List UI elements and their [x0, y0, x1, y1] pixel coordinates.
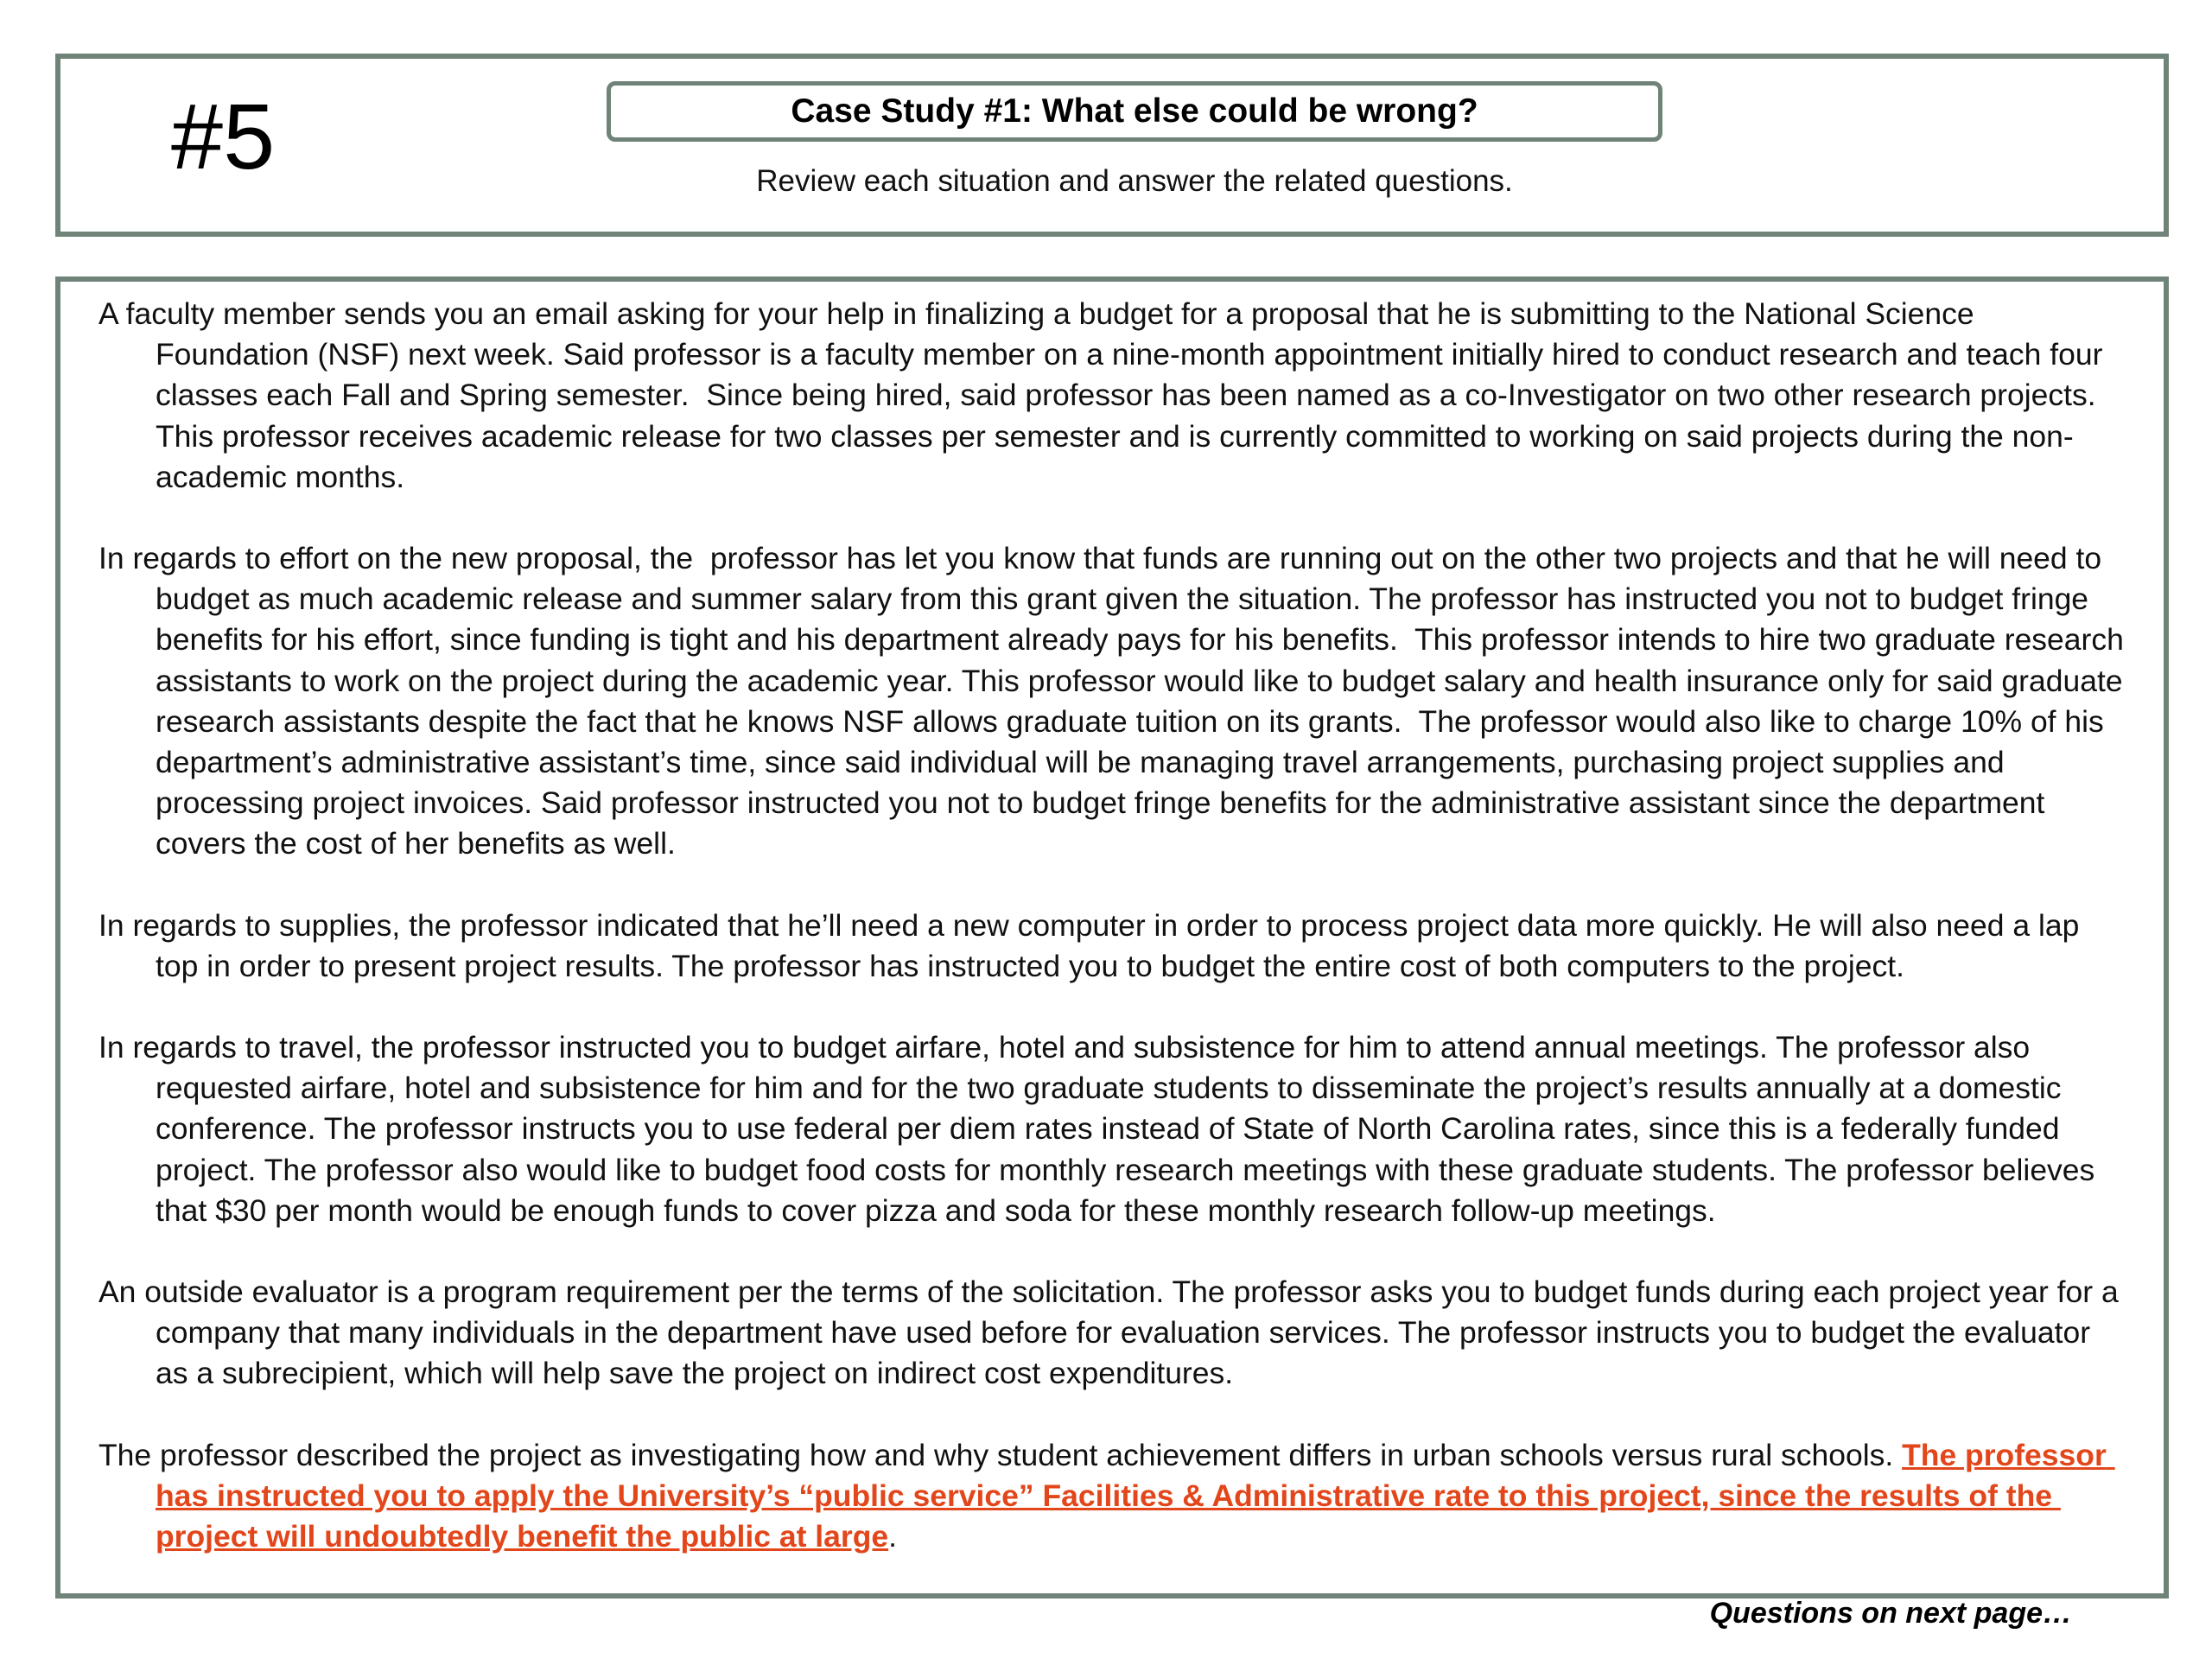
- paragraph-supplies: In regards to supplies, the professor indicated that he’ll need a new computer in order to process project data more quickly. He will also need a lap top in order to present project results. The professor has instructed you to budget the entire cost of both computers to the project.: [99, 907, 2088, 983]
- paragraph-facilities-rate: [99, 1435, 2129, 1558]
- header-box: [55, 54, 2169, 237]
- paragraph-effort: In regards to effort on the new proposal, the professor has let you know that funds are running out on the other two projects and that he will need to budget as much academic release and summer salary from this grant given the situation. The professor has instructed you not to budget fringe benefits for his effort, since funding is tight and his department already pays for his benefits. This professor intends to hire two graduate research assistants to work on the project during the academic year. This professor would like to budget salary and health insurance only for said graduate research assistants despite the fact that he knows NSF allows graduate tuition on its grants. The professor would also like to charge 10% of his department’s administrative assistant’s time, since said individual will be managing travel arrangements, purchasing project supplies and processing project invoices. Said professor instructed you not to budget fringe benefits for the administrative assistant since the department covers the cost of her benefits as well.: [99, 541, 2133, 861]
- case-study-title: Case Study #1: What else could be wrong?: [607, 81, 1662, 142]
- case-text-box: [55, 276, 2169, 1599]
- facilities-rate-text: The professor described the project as investigating how and why student achievement differs in urban schools versus rural schools.: [99, 1437, 1903, 1472]
- next-page-note: Questions on next page…: [1709, 1597, 2072, 1630]
- sentence-end: .: [888, 1519, 897, 1554]
- highlighted-issue-text: The professor has instructed you to apply the University’s “public service” Facilities & Administrative rate to this project, since the results of the project will undoubtedly benefit the public at large: [156, 1437, 2115, 1554]
- slide-number: #5: [171, 84, 276, 188]
- instructions-subtitle: Review each situation and answer the related questions.: [756, 164, 1513, 198]
- paragraph-travel: In regards to travel, the professor instructed you to budget airfare, hotel and subsistence for him to attend annual meetings. The professor also requested airfare, hotel and subsistence for him and for the two graduate students to disseminate the project’s results annually at a domestic conference. The professor instructs you to use federal per diem rates instead of State of North Carolina rates, since this is a federally funded project. The professor also would like to budget food costs for monthly research meetings with these graduate students. The professor believes that $30 per month would be enough funds to cover pizza and soda for these monthly research follow-up meetings.: [99, 1030, 2104, 1228]
- paragraph-evaluator: An outside evaluator is a program requirement per the terms of the solicitation. The professor asks you to budget funds during each project year for a company that many individuals in the department have used before for evaluation services. The professor instructs you to budget the evaluator as a subrecipient, which will help save the project on indirect cost expenditures.: [99, 1274, 2127, 1391]
- paragraph-background: A faculty member sends you an email asking for your help in finalizing a budget for a proposal that he is submitting to the National Science Foundation (NSF) next week. Said professor is a faculty member on a nine-month appointment initially hired to conduct research and teach four classes each Fall and Spring semester. Since being hired, said professor has been named as a co-Investigator on two other research projects. This professor receives academic release for two classes per semester and is currently committed to working on said projects during the non-academic months.: [99, 296, 2121, 494]
